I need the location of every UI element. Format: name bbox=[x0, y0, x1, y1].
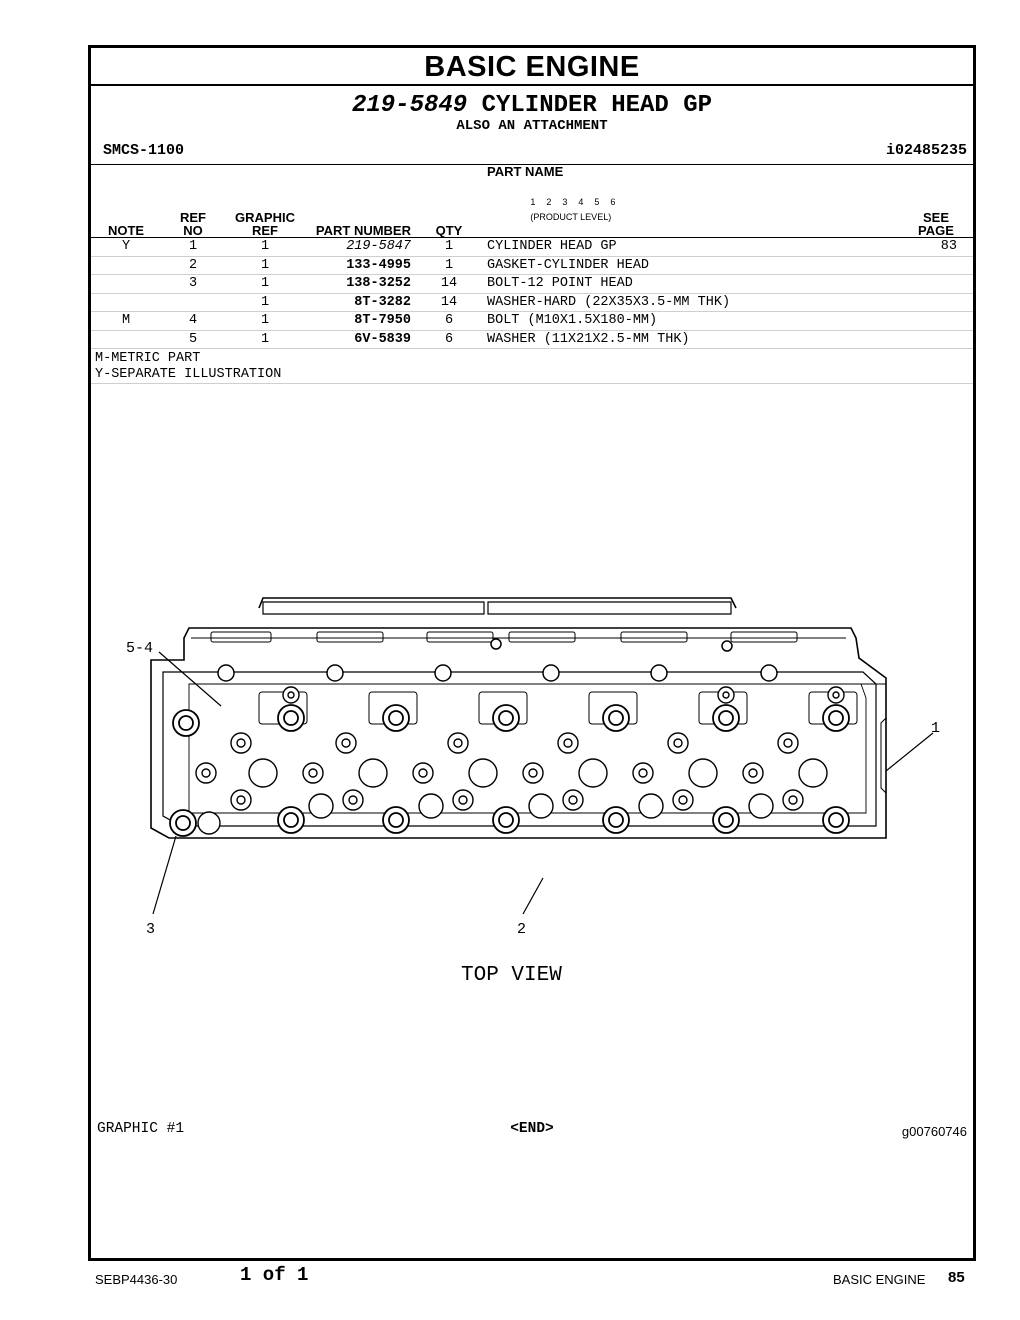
graphic-label: GRAPHIC #1 bbox=[97, 1121, 185, 1137]
table-row bbox=[91, 238, 973, 257]
table-row bbox=[91, 256, 973, 275]
row-part-name: BOLT-12 POINT HEAD bbox=[477, 275, 907, 294]
table-header-row bbox=[91, 165, 973, 238]
row-note: M bbox=[91, 312, 161, 331]
col-part-number: PART NUMBER bbox=[305, 165, 421, 238]
row-part-number: 138-3252 bbox=[305, 275, 421, 294]
table-row bbox=[91, 330, 973, 349]
row-ref-no: 5 bbox=[161, 330, 225, 349]
section-title: BASIC ENGINE bbox=[91, 48, 973, 86]
row-graphic-ref: 1 bbox=[225, 238, 305, 257]
row-see-page bbox=[907, 256, 973, 275]
callout-3: 3 bbox=[146, 921, 156, 938]
notes-legend bbox=[91, 349, 973, 384]
footer-section-title: BASIC ENGINE bbox=[833, 1272, 926, 1287]
callout-1: 1 bbox=[931, 720, 941, 737]
row-see-page bbox=[907, 312, 973, 331]
row-see-page bbox=[907, 275, 973, 294]
col-graphic-ref-line1: GRAPHIC bbox=[235, 210, 295, 225]
col-see-page-line1: SEE bbox=[922, 210, 949, 225]
row-qty: 14 bbox=[421, 275, 477, 294]
table-row bbox=[91, 312, 973, 331]
cylinder-head-drawing bbox=[91, 588, 973, 987]
col-part-name-label: PART NAME bbox=[487, 164, 564, 179]
row-note bbox=[91, 275, 161, 294]
attachment-note: ALSO AN ATTACHMENT bbox=[456, 118, 608, 134]
page-frame bbox=[88, 45, 976, 1261]
col-part-name bbox=[477, 165, 907, 238]
row-part-number: 8T-7950 bbox=[305, 312, 421, 331]
callout-2: 2 bbox=[517, 921, 527, 938]
col-see-page bbox=[907, 165, 973, 238]
illustration-id: i02485235 bbox=[885, 142, 967, 159]
smcs-row bbox=[91, 140, 973, 165]
row-see-page-link[interactable]: 83 bbox=[907, 238, 973, 257]
row-graphic-ref: 1 bbox=[225, 293, 305, 312]
row-part-number: 6V-5839 bbox=[305, 330, 421, 349]
row-note bbox=[91, 293, 161, 312]
callout-5-4: 5-4 bbox=[126, 640, 154, 657]
row-note bbox=[91, 256, 161, 275]
row-ref-no: 3 bbox=[161, 275, 225, 294]
row-ref-no: 4 bbox=[161, 312, 225, 331]
row-graphic-ref: 1 bbox=[225, 256, 305, 275]
small-bolts bbox=[218, 639, 777, 681]
col-note: NOTE bbox=[91, 165, 161, 238]
row-note: Y bbox=[91, 238, 161, 257]
row-see-page bbox=[907, 293, 973, 312]
row-part-number: 133-4995 bbox=[305, 256, 421, 275]
row-qty: 6 bbox=[421, 330, 477, 349]
row-part-name: WASHER (11X21X2.5-MM THK) bbox=[477, 330, 907, 349]
col-qty: QTY bbox=[421, 165, 477, 238]
view-label: TOP VIEW bbox=[461, 964, 562, 987]
row-part-name: BOLT (M10X1.5X180-MM) bbox=[477, 312, 907, 331]
page-number: 85 bbox=[948, 1269, 965, 1286]
row-qty: 14 bbox=[421, 293, 477, 312]
note-separate-illustration: Y-SEPARATE ILLUSTRATION bbox=[95, 366, 282, 382]
row-qty: 1 bbox=[421, 238, 477, 257]
row-graphic-ref: 1 bbox=[225, 312, 305, 331]
page-footer bbox=[0, 1262, 1020, 1292]
row-see-page bbox=[907, 330, 973, 349]
parts-table bbox=[91, 165, 973, 349]
row-note bbox=[91, 330, 161, 349]
row-part-name: CYLINDER HEAD GP bbox=[477, 238, 907, 257]
table-row bbox=[91, 293, 973, 312]
col-graphic-ref bbox=[225, 165, 305, 238]
end-marker: <END> bbox=[510, 1121, 554, 1137]
row-part-name: GASKET-CYLINDER HEAD bbox=[477, 256, 907, 275]
row-graphic-ref: 1 bbox=[225, 330, 305, 349]
row-ref-no: 2 bbox=[161, 256, 225, 275]
page-counter: 1 of 1 bbox=[240, 1264, 309, 1286]
product-levels: 1 2 3 4 5 6 bbox=[530, 197, 618, 207]
graphic-number: g00760746 bbox=[901, 1124, 967, 1139]
group-name: CYLINDER HEAD GP bbox=[481, 92, 713, 119]
col-ref-no bbox=[161, 165, 225, 238]
group-heading bbox=[91, 92, 973, 120]
table-row bbox=[91, 275, 973, 294]
col-see-page-line2: PAGE bbox=[918, 223, 954, 238]
smcs-code: SMCS-1100 bbox=[103, 142, 185, 159]
row-qty: 1 bbox=[421, 256, 477, 275]
row-ref-no: 1 bbox=[161, 238, 225, 257]
doc-number: SEBP4436-30 bbox=[95, 1272, 178, 1287]
col-ref-no-line1: REF bbox=[180, 210, 206, 225]
group-part-number[interactable]: 219-5849 bbox=[351, 92, 468, 119]
row-qty: 6 bbox=[421, 312, 477, 331]
col-graphic-ref-line2: REF bbox=[252, 223, 278, 238]
col-ref-no-line2: NO bbox=[183, 223, 203, 238]
row-ref-no bbox=[161, 293, 225, 312]
row-part-name: WASHER-HARD (22X35X3.5-MM THK) bbox=[477, 293, 907, 312]
row-part-number: 8T-3282 bbox=[305, 293, 421, 312]
note-metric: M-METRIC PART bbox=[95, 351, 201, 366]
product-level-label: (PRODUCT LEVEL) bbox=[530, 212, 612, 222]
row-graphic-ref: 1 bbox=[225, 275, 305, 294]
row-part-number-link[interactable]: 219-5847 bbox=[305, 238, 421, 257]
